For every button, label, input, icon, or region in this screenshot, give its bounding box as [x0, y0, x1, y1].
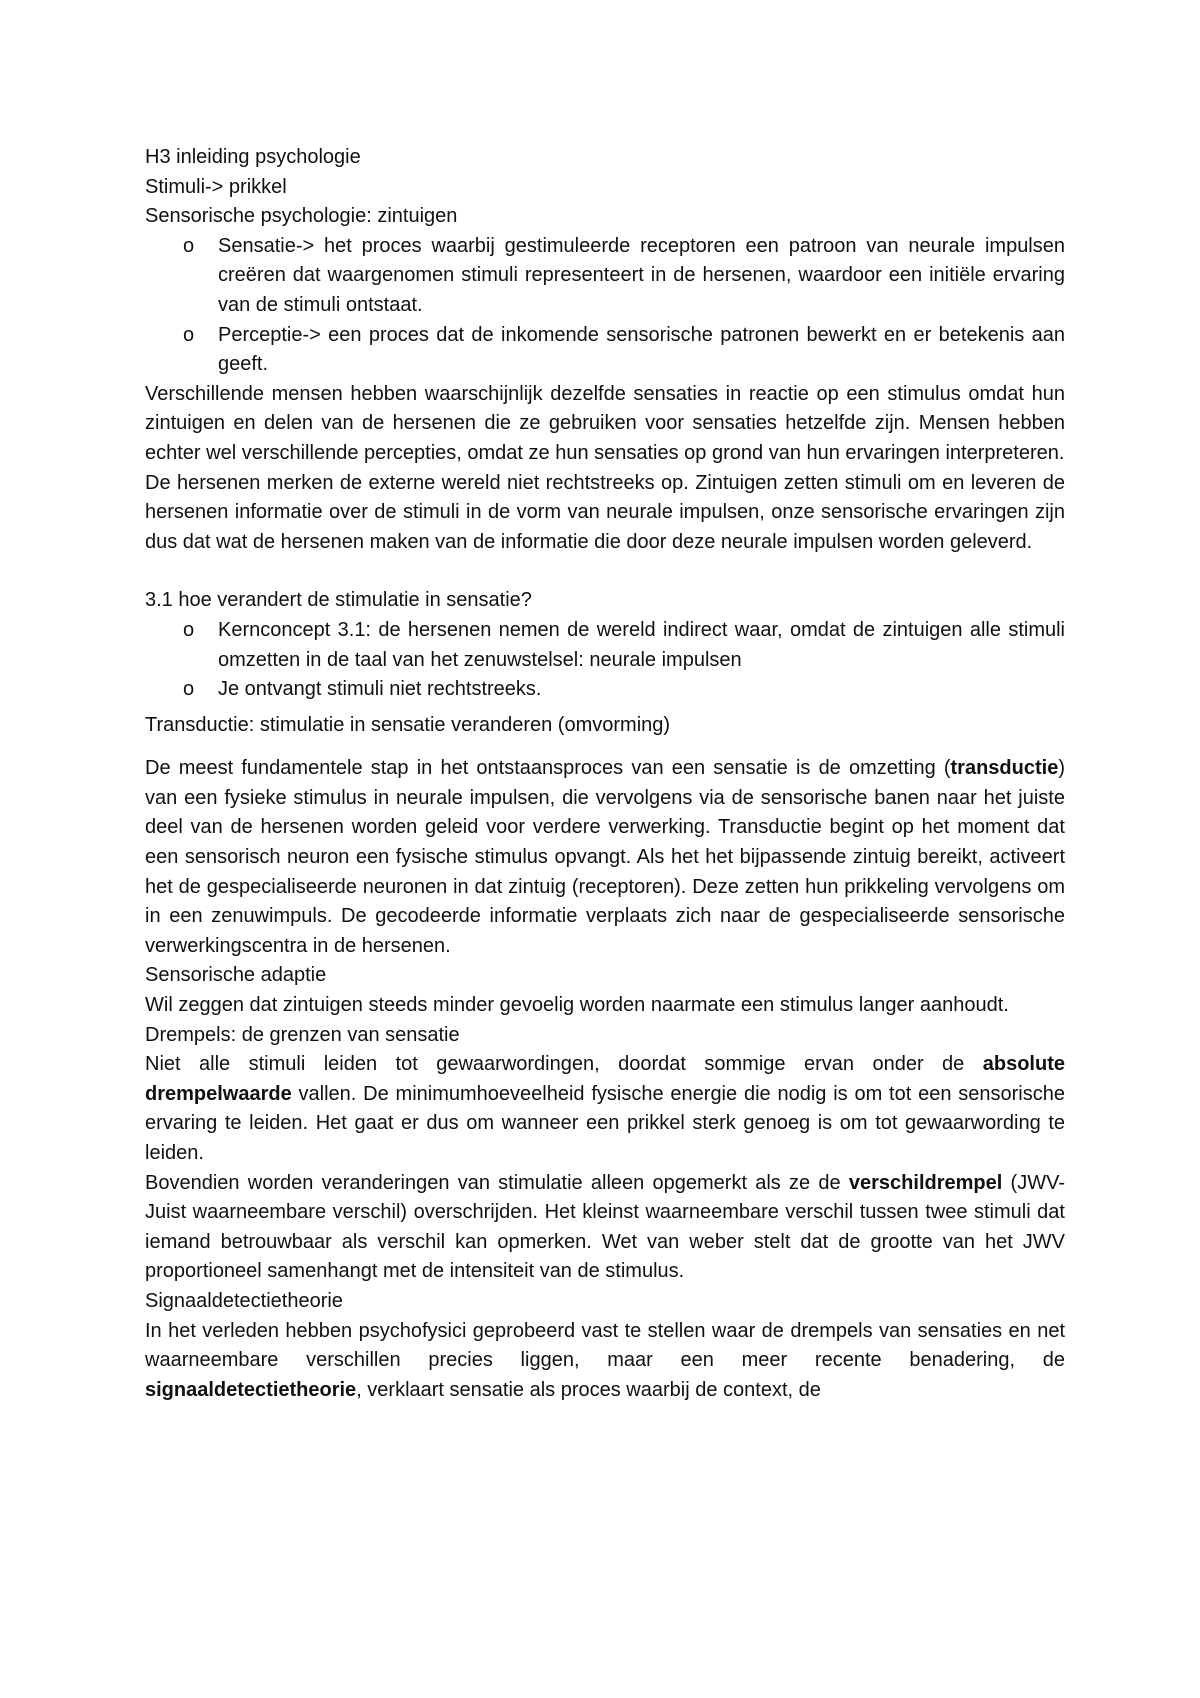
text-run: De meest fundamentele stap in het ontstaansproces van een sensatie is de omzetting (	[145, 757, 951, 780]
spacer	[145, 557, 1065, 586]
bullet-text-perceptie: Perceptie-> een proces dat de inkomende sensorische patronen bewerkt en er betekenis aan geeft.	[218, 323, 1065, 376]
text-run: In het verleden hebben psychofysici geprobeerd vast te stellen waar de drempels van sensaties en net waarneembare verschillen precies liggen, maar een meer recente benadering, de	[145, 1319, 1065, 1372]
paragraph-adaptie: Wil zeggen dat zintuigen steeds minder gevoelig worden naarmate een stimulus langer aanhoudt.	[145, 994, 1009, 1017]
term-verschildrempel: verschildrempel	[848, 1171, 1003, 1194]
heading-adaptie: Sensorische adaptie	[145, 964, 327, 987]
bullet-text-kernconcept: Kernconcept 3.1: de hersenen nemen de wereld indirect waar, omdat de zintuigen alle stimuli omzetten in de taal van het zenuwstelsel: neurale impulsen	[218, 618, 1065, 671]
definitions-list	[145, 232, 1065, 380]
bullet-text-sensatie: Sensatie-> het proces waarbij gestimuleerde receptoren een patroon van neurale impulsen creëren dat waargenomen stimuli representeert in de hersenen, waardoor een initiële ervaring van de stimuli ontstaat.	[218, 234, 1065, 316]
heading-signaaldetectie: Signaaldetectietheorie	[145, 1289, 343, 1312]
paragraph-signaaldetectie	[145, 1317, 1065, 1406]
heading-drempels: Drempels: de grenzen van sensatie	[145, 1023, 460, 1046]
sensorische-line: Sensorische psychologie: zintuigen	[145, 205, 458, 228]
list-item	[145, 675, 1065, 705]
stimuli-line: Stimuli-> prikkel	[145, 175, 287, 198]
text-run: ) van een fysieke stimulus in neurale impulsen, die vervolgens via de sensorische banen naar het juiste deel van de hersenen worden geleid voor verdere verwerking. Transductie begint op het moment dat een sensorisch neuron een fysische stimulus opvangt. Als het het bijpassende zintuig bereikt, activeert het de gespecialiseerde neuronen in dat zintuig (receptoren). Deze zetten hun prikkeling vervolgens om in een zenuwimpuls. De gecodeerde informatie verplaats zich naar de gespecialiseerde sensorische verwerkingscentra in de hersenen.	[145, 757, 1065, 957]
list-item	[145, 321, 1065, 380]
list-item	[145, 616, 1065, 675]
text-run: , verklaart sensatie als proces waarbij de context, de	[356, 1378, 821, 1401]
bullet-circle-icon: o	[183, 618, 195, 641]
text-run: vallen. De minimumhoeveelheid fysische energie die nodig is om tot een sensorische ervaring te leiden. Het gaat er dus om wanneer een prikkel sterk genoeg is om tot gewaarwording te leiden.	[145, 1082, 1065, 1164]
paragraph-drempels	[145, 1050, 1065, 1168]
paragraph-verschillende: Verschillende mensen hebben waarschijnlijk dezelfde sensaties in reactie op een stimulus omdat hun zintuigen en delen van de hersenen die ze gebruiken voor sensaties hetzelfde zijn. Mensen hebben echter wel verschillende percepties, omdat ze hun sensaties op grond van hun ervaringen interpreteren.	[145, 382, 1065, 464]
text-run: Bovendien worden veranderingen van stimulatie alleen opgemerkt als ze de	[145, 1171, 849, 1194]
term-transductie: transductie	[950, 757, 1059, 780]
heading-3-1: 3.1 hoe verandert de stimulatie in sensatie?	[145, 589, 532, 612]
text-run: Niet alle stimuli leiden tot gewaarwordingen, doordat sommige ervan onder de	[145, 1053, 983, 1076]
paragraph-bovendien	[145, 1169, 1065, 1287]
term-signaaldetectietheorie: signaaldetectietheorie	[145, 1378, 357, 1401]
document-page	[145, 143, 1065, 1405]
list-item	[145, 232, 1065, 321]
paragraph-hersenen: De hersenen merken de externe wereld niet rechtstreeks op. Zintuigen zetten stimuli om en leveren de hersenen informatie over de stimuli in de vorm van neurale impulsen, onze sensorische ervaringen zijn dus dat wat de hersenen maken van de informatie die door deze neurale impulsen worden geleverd.	[145, 471, 1065, 553]
bullet-circle-icon: o	[183, 323, 195, 346]
spacer	[145, 740, 1065, 754]
text-run: (JWV- Juist waarneembare verschil) overschrijden. Het kleinst waarneembare verschil tussen twee stimuli dat iemand betrouwbaar als verschil kan opmerken. Wet van weber stelt dat de grootte van het JWV proportioneel samenhangt met de intensiteit van de stimulus.	[145, 1171, 1065, 1283]
term-absolute-drempelwaarde: absolute drempelwaarde	[145, 1053, 1065, 1105]
kernconcept-list	[145, 616, 1065, 705]
doc-title: H3 inleiding psychologie	[145, 146, 361, 168]
paragraph-transductie	[145, 754, 1065, 961]
bullet-circle-icon: o	[183, 234, 195, 257]
bullet-circle-icon: o	[183, 678, 195, 701]
bullet-text-ontvangt: Je ontvangt stimuli niet rechtstreeks.	[218, 678, 542, 701]
heading-transductie: Transductie: stimulatie in sensatie veranderen (omvorming)	[145, 713, 671, 736]
